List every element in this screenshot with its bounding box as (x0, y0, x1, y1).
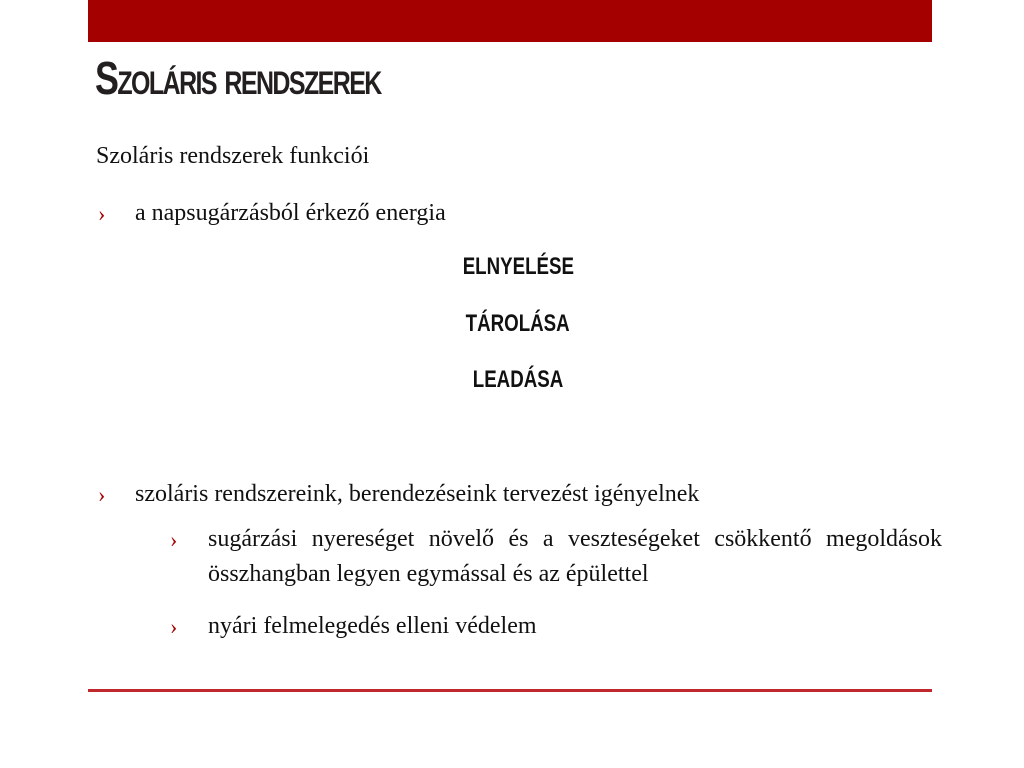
function-word-absorb-label: ELNYELÉSE (462, 253, 574, 280)
subbullet-item-summer-protection: nyári felmelegedés elleni védelem (208, 613, 537, 639)
bullet-marker-1: › (98, 201, 106, 226)
bullet-item-design: szoláris rendszereink, berendezéseink tervezést igényelnek (135, 481, 700, 507)
bottom-rule (88, 689, 932, 692)
top-accent-bar (88, 0, 932, 42)
function-word-store (0, 309, 1024, 339)
function-word-release-label: LEADÁSA (472, 366, 564, 393)
function-word-release (0, 365, 1024, 395)
bullet-marker-2: › (98, 482, 106, 507)
subbullet-item-gains: sugárzási nyereséget növelő és a veszteségeket csökkentő megoldások összhangban legyen egymással és az épülettel (208, 526, 942, 587)
function-word-absorb (0, 252, 1024, 282)
subtitle: Szoláris rendszerek funkciói (96, 143, 370, 169)
bullet-item-energy: a napsugárzásból érkező energia (135, 200, 446, 226)
subbullet-marker-2: › (170, 614, 178, 639)
subbullet-marker-1: › (170, 527, 178, 552)
function-word-store-label: TÁROLÁSA (465, 310, 570, 337)
slide-title: Szoláris rendszerek (95, 52, 381, 104)
